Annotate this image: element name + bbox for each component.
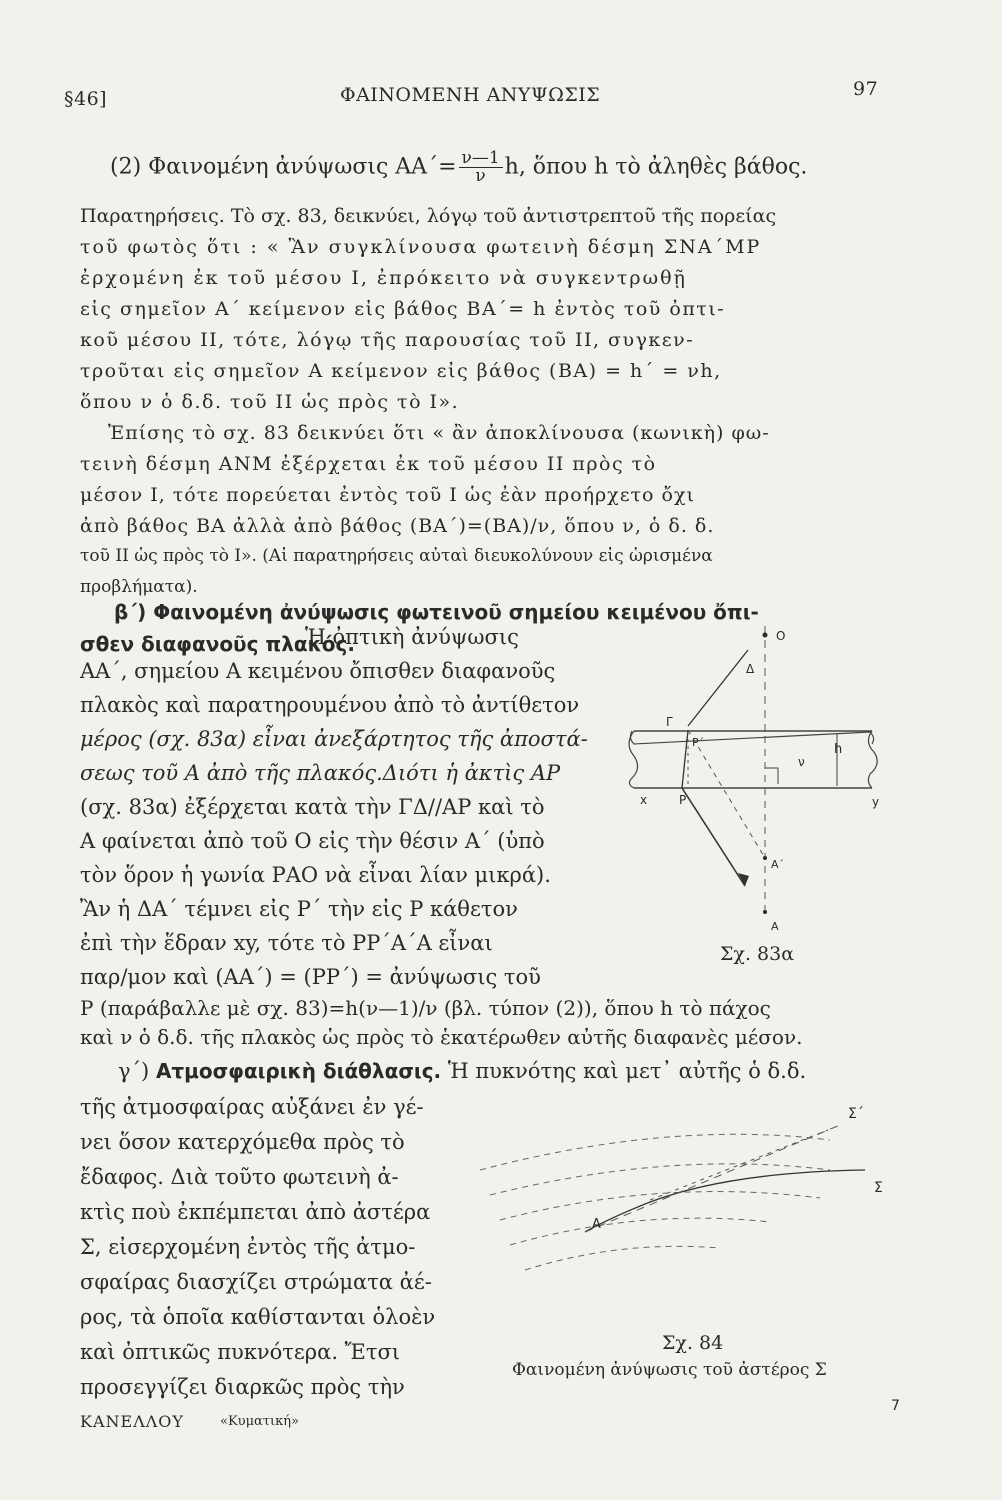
point-o xyxy=(763,633,768,638)
ray-inside-plate xyxy=(682,730,688,788)
section-gamma-heading xyxy=(118,1056,806,1086)
ray-ap xyxy=(682,788,745,886)
beta-line: Ἡ ὀπτικὴ ἀνύψωσις xyxy=(305,625,519,649)
gamma-line: καὶ ὀπτικῶς πυκνότερα. Ἔτσι xyxy=(80,1340,401,1364)
remarks-line: κοῦ μέσου ΙΙ, τότε, λόγῳ τῆς παρουσίας τοῦ ΙΙ, συγκεν- xyxy=(80,329,695,351)
label-p: Ρ xyxy=(679,793,687,807)
label-p-prime: Ρ΄ xyxy=(692,736,705,749)
gamma-line: Σ, εἰσερχομένη ἐντὸς τῆς ἀτμο- xyxy=(80,1235,416,1259)
label-h: h xyxy=(834,742,843,757)
apparent-direction xyxy=(585,1125,840,1232)
label-s: Σ xyxy=(874,1180,883,1196)
label-s-prime: Σ΄ xyxy=(848,1106,864,1122)
beta-line: ΑΑ΄, σημείου Α κειμένου ὄπισθεν διαφανοῦς xyxy=(80,659,556,683)
atmosphere-layer xyxy=(480,1134,830,1170)
beta-line: Ἂν ἡ ΔΑ΄ τέμνει εἰς Ρ΄ τὴν εἰς Ρ κάθετον xyxy=(80,897,518,921)
remarks-line: προβλήματα). xyxy=(80,577,198,597)
beta-line: μέρος (σχ. 83α) εἶναι ἀνεξάρτητος τῆς ἀποστά- xyxy=(80,727,588,751)
formula-label: (2) Φαινομένη ἀνύψωσις ΑΑ΄= xyxy=(110,154,457,180)
gamma-line: σφαίρας διασχίζει στρώματα ἀέ- xyxy=(80,1270,432,1294)
figure-83a xyxy=(610,618,900,998)
label-a-observer: Α xyxy=(592,1217,601,1232)
label-a-prime: Α΄ xyxy=(771,858,785,871)
right-angle-mark xyxy=(765,768,778,784)
beta-line: Α φαίνεται ἀπὸ τοῦ Ο εἰς τὴν θέσιν Α΄ (ὑπὸ xyxy=(80,829,545,853)
atmosphere-layer xyxy=(525,1246,720,1270)
point-a-prime xyxy=(763,856,767,860)
remarks-line: τοῦ φωτὸς ὅτι : « Ἂν συγκλίνουσα φωτεινὴ δέσμη ΣΝΑ΄ΜΡ xyxy=(80,236,762,258)
beta-full-line: Ρ (παράβαλλε μὲ σχ. 83)=h(ν—1)/ν (βλ. τύπον (2)), ὅπου h τὸ πάχος xyxy=(80,996,771,1020)
beta-line: ἐπὶ τὴν ἕδραν xy, τότε τὸ ΡΡ΄Α΄Α εἶναι xyxy=(80,931,493,955)
remarks-line: ἀπὸ βάθος ΒΑ ἀλλὰ ἀπὸ βάθος (ΒΑ΄)=(ΒΑ)/ν, ὅπου ν, ὁ δ. δ. xyxy=(80,515,715,537)
gamma-line: κτὶς ποὺ ἐκπέμπεται ἀπὸ ἀστέρα xyxy=(80,1200,431,1224)
label-g: Γ xyxy=(666,715,673,729)
gamma-heading-rest: Ἡ πυκνότης καὶ μετ᾽ αὐτῆς ὁ δ.δ. xyxy=(447,1059,807,1083)
ray-dg xyxy=(688,650,748,726)
gamma-line: ρος, τὰ ὁποῖα καθίστανται ὁλοὲν xyxy=(80,1305,436,1329)
plate-left-edge xyxy=(629,731,638,788)
formula-2 xyxy=(110,150,807,185)
figure-84-caption: Σχ. 84 xyxy=(662,1332,724,1354)
beta-line: παρ/μον καὶ (ΑΑ΄) = (ΡΡ΄) = ἀνύψωσις τοῦ xyxy=(80,965,541,989)
remarks-line: Ἐπίσης τὸ σχ. 83 δεικνύει ὅτι « ἂν ἀποκλίνουσα (κωνικὴ) φω- xyxy=(108,422,770,444)
refracted-ray xyxy=(585,1170,865,1232)
beta-full-line: καὶ ν ὁ δ.δ. τῆς πλακὸς ὡς πρὸς τὸ ἑκατέρωθεν αὐτῆς διαφανὲς μέσον. xyxy=(80,1025,803,1049)
running-title: ΦΑΙΝΟΜΕΝΗ ΑΝΥΨΩΣΙΣ xyxy=(340,84,601,106)
atmosphere-layer xyxy=(510,1218,770,1245)
remarks-line: ἐρχομένη ἐκ τοῦ μέσου Ι, ἐπρόκειτο νὰ συγκεντρωθῇ xyxy=(80,267,687,289)
formula-numerator: ν—1 xyxy=(459,150,503,168)
section-beta-heading-1: β΄) Φαινομένη ἀνύψωσις φωτεινοῦ σημείου κειμένου ὄπι- xyxy=(114,600,759,624)
formula-tail: h, ὅπου h τὸ ἀληθὲς βάθος. xyxy=(504,154,808,180)
remarks-line: τοῦ ΙΙ ὡς πρὸς τὸ Ι». (Αἱ παρατηρήσεις αὐταὶ διευκολύνουν εἰς ὡρισμένα xyxy=(80,546,713,566)
atmosphere-layer xyxy=(490,1164,830,1195)
page-number: 97 xyxy=(853,78,879,100)
gamma-line: νει ὅσον κατερχόμεθα πρὸς τὸ xyxy=(80,1130,405,1154)
remarks-line: εἰς σημεῖον Α΄ κείμενον εἰς βάθος ΒΑ΄= h ἐντὸς τοῦ ὀπτι- xyxy=(80,298,726,320)
gamma-line: τῆς ἀτμοσφαίρας αὐξάνει ἐν γέ- xyxy=(80,1095,424,1119)
gamma-prefix: γ΄) xyxy=(118,1059,150,1083)
remarks-line: τροῦται εἰς σημεῖον Α κείμενον εἰς βάθος (ΒΑ) = h΄ = νh, xyxy=(80,360,722,382)
gamma-line: ἔδαφος. Διὰ τοῦτο φωτεινὴ ἀ- xyxy=(80,1165,399,1189)
figure-83a-caption: Σχ. 83α xyxy=(720,943,795,965)
remarks-line: Παρατηρήσεις. Τὸ σχ. 83, δεικνύει, λόγῳ τοῦ ἀντιστρεπτοῦ τῆς πορείας xyxy=(80,205,777,227)
figure-84-subcaption: Φαινομένη ἀνύψωσις τοῦ ἀστέρος Σ xyxy=(512,1360,827,1380)
beta-line: τὸν ὅρον ἡ γωνία ΡΑΟ νὰ εἶναι λίαν μικρά). xyxy=(80,863,551,887)
label-x: x xyxy=(640,793,648,807)
section-beta-heading-2: σθεν διαφανοῦς πλακός. xyxy=(80,632,355,656)
formula-fraction xyxy=(459,150,503,185)
gamma-line: προσεγγίζει διαρκῶς πρὸς τὴν xyxy=(80,1375,405,1399)
label-v: ν xyxy=(798,755,805,769)
line-da-prime xyxy=(688,730,765,858)
gamma-bold-title: Ατμοσφαιρικὴ διάθλασις. xyxy=(155,1059,442,1083)
label-d: Δ xyxy=(746,662,755,676)
beta-line: πλακὸς καὶ παρατηρουμένου ἀπὸ τὸ ἀντίθετον xyxy=(80,693,580,717)
label-o: Ο xyxy=(776,629,786,643)
figure-84 xyxy=(470,1100,910,1330)
label-a: Α xyxy=(771,920,779,933)
point-a xyxy=(763,910,767,914)
beta-line: σεως τοῦ Α ἀπὸ τῆς πλακός.Διότι ἡ ἀκτὶς ΑΡ xyxy=(80,761,561,785)
footer-author: ΚΑΝΕΛΛΟΥ xyxy=(80,1412,184,1431)
footer-book: «Κυματική» xyxy=(220,1414,299,1429)
plate-right-edge xyxy=(868,731,877,788)
formula-denominator: ν xyxy=(475,166,486,186)
footer-signature: 7 xyxy=(891,1398,900,1414)
label-y: y xyxy=(872,795,880,809)
section-number: §46] xyxy=(64,88,108,110)
remarks-line: ὅπου ν ὁ δ.δ. τοῦ ΙΙ ὡς πρὸς τὸ Ι». xyxy=(80,391,460,413)
remarks-line: τεινὴ δέσμη ΑΝΜ ἐξέρχεται ἐκ τοῦ μέσου ΙΙ πρὸς τὸ xyxy=(80,453,657,475)
remarks-line: μέσον Ι, τότε πορεύεται ἐντὸς τοῦ Ι ὡς ἐὰν προήρχετο ὄχι xyxy=(80,484,695,506)
beta-line: (σχ. 83α) ἐξέρχεται κατὰ τὴν ΓΔ//ΑΡ καὶ τὸ xyxy=(80,795,545,819)
